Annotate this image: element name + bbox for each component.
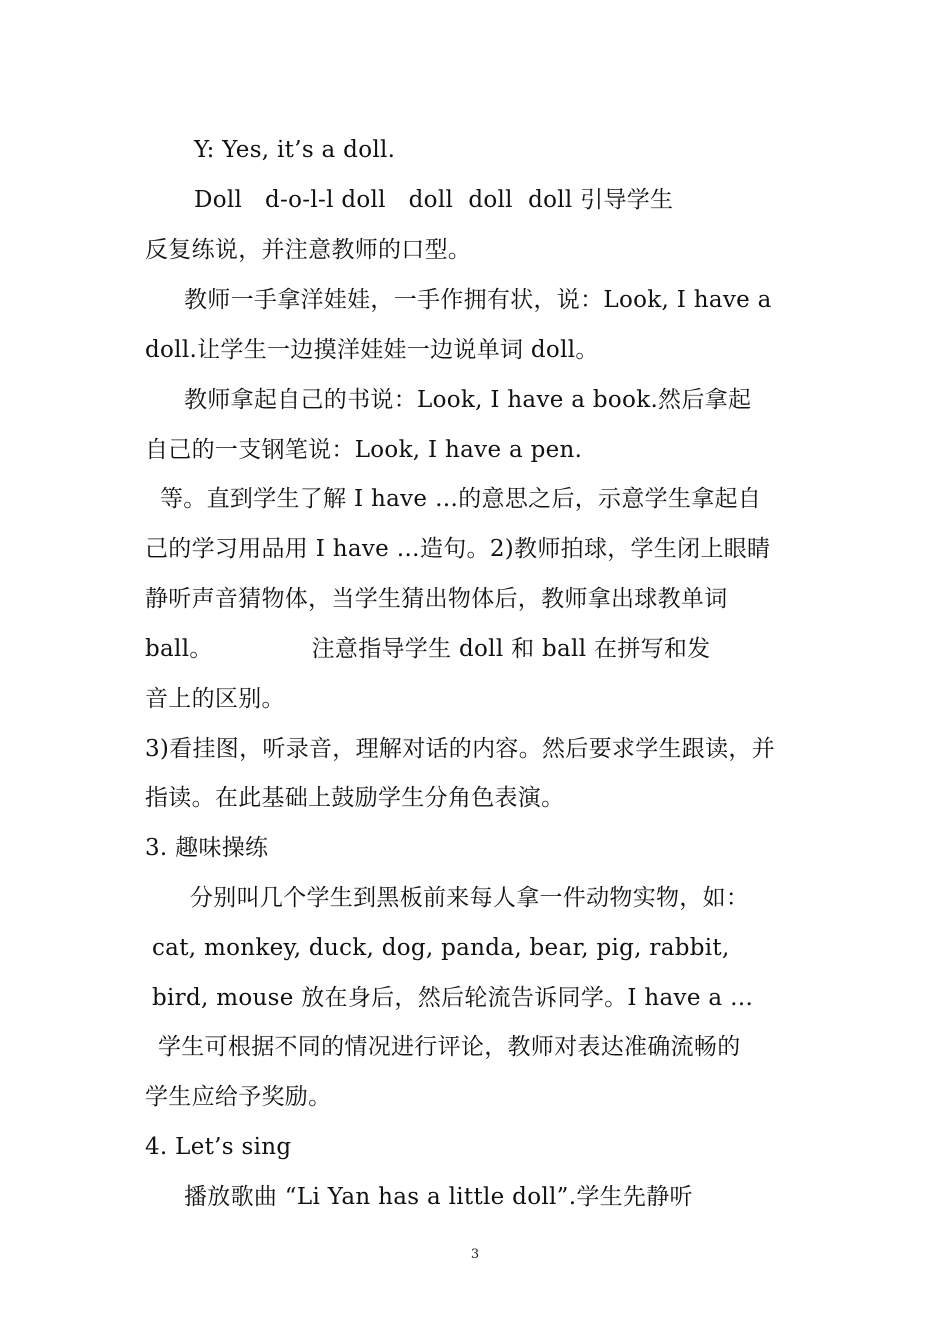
text-line: ball。 注意指导学生 doll 和 ball 在拼写和发 — [145, 636, 711, 662]
section-heading: 4. Let’s sing — [145, 1134, 292, 1160]
text-line: 播放歌曲 “Li Yan has a little doll”.学生先静听 — [184, 1184, 693, 1210]
section-heading: 3. 趣味操练 — [145, 835, 269, 861]
text-line: 指读。在此基础上鼓励学生分角色表演。 — [145, 785, 565, 811]
text-line: cat, monkey, duck, dog, panda, bear, pig, rabbit, — [152, 935, 730, 961]
text-line: 静听声音猜物体，当学生猜出物体后，教师拿出球教单词 — [145, 586, 728, 612]
text-line: 3)看挂图，听录音，理解对话的内容。然后要求学生跟读，并 — [145, 736, 776, 762]
text-line: bird, mouse 放在身后，然后轮流告诉同学。I have a … — [152, 985, 754, 1011]
text-line: 自己的一支钢笔说：Look, I have a pen. — [145, 437, 583, 463]
text-line: 教师一手拿洋娃娃，一手作拥有状，说：Look, I have a — [184, 287, 772, 313]
text-line: 学生应给予奖励。 — [145, 1084, 332, 1110]
text-line: Y: Yes, it’s a doll. — [194, 137, 396, 163]
text-line: doll.让学生一边摸洋娃娃一边说单词 doll。 — [145, 337, 599, 363]
page-number: 3 — [470, 1247, 480, 1262]
text-line: 等。直到学生了解 I have …的意思之后，示意学生拿起自 — [160, 486, 762, 512]
text-line: 反复练说，并注意教师的口型。 — [145, 237, 472, 263]
text-line: Doll d-o-l-l doll doll doll doll 引导学生 — [194, 187, 674, 213]
text-line: 音上的区别。 — [145, 686, 285, 712]
text-line: 己的学习用品用 I have …造句。2)教师拍球，学生闭上眼睛 — [145, 536, 771, 562]
text-line: 教师拿起自己的书说：Look, I have a book.然后拿起 — [184, 387, 752, 413]
text-line: 分别叫几个学生到黑板前来每人拿一件动物实物，如： — [190, 885, 750, 911]
text-line: 学生可根据不同的情况进行评论，教师对表达准确流畅的 — [158, 1034, 741, 1060]
